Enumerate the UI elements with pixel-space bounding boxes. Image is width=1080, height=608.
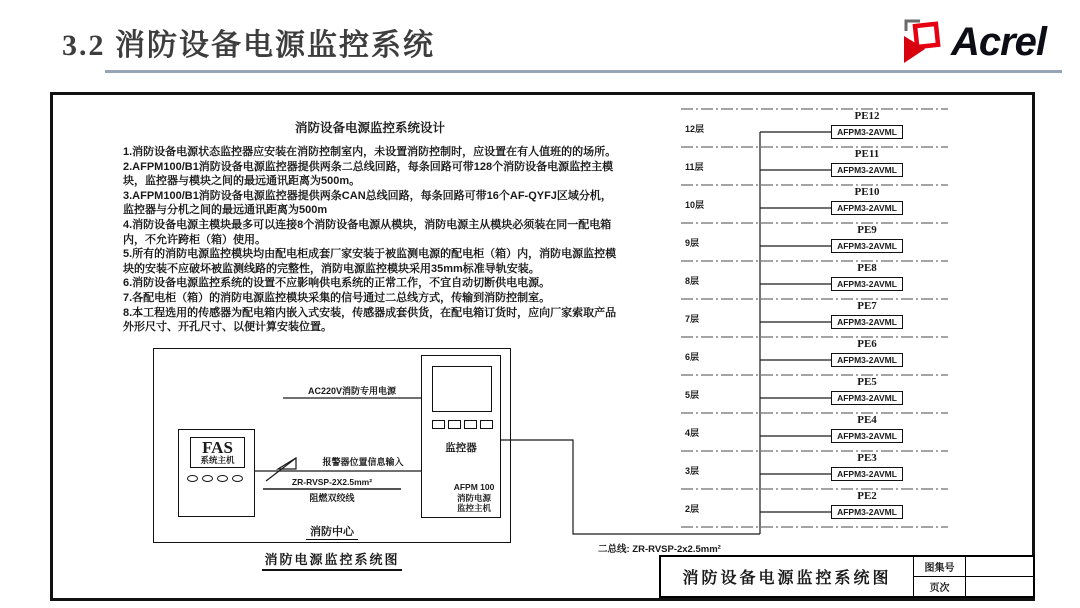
module-box: AFPM3-2AVML xyxy=(831,391,903,405)
module-box: AFPM3-2AVML xyxy=(831,163,903,177)
pe-label: PE7 xyxy=(857,300,877,312)
fire-center-label-text: 消防中心 xyxy=(306,526,358,540)
fas-indicator xyxy=(202,475,213,482)
power-line-label: AC220V消防专用电源 xyxy=(307,386,397,396)
pe-label: PE2 xyxy=(857,490,877,502)
pe-label: PE12 xyxy=(854,110,880,122)
fas-indicator xyxy=(187,475,198,482)
acrel-logo-text: Acrel xyxy=(950,20,1046,64)
module-box: AFPM3-2AVML xyxy=(831,239,903,253)
note-item: 6.消防设备电源监控系统的设置不应影响供电系统的正常工作，不宜自动切断供电电源。 xyxy=(123,277,551,290)
monitor-model-line: 消防电源 xyxy=(456,492,491,503)
monitor-screen xyxy=(432,366,492,412)
note-item: 2.AFPM100/B1消防设备电源监控器提供两条二总线回路，每条回路可带128个消防设备电源监控主模块，监控器与模块之间的最远通讯距离为500m。 xyxy=(123,160,614,188)
title-block xyxy=(659,555,1035,598)
floor-label: 12层 xyxy=(685,124,705,134)
floor-row xyxy=(681,337,951,375)
pe-label: PE11 xyxy=(854,148,880,160)
module-box: AFPM3-2AVML xyxy=(831,467,903,481)
page-title: 3.2 消防设备电源监控系统 xyxy=(62,29,435,62)
floor-label: 8层 xyxy=(685,276,700,286)
pe-label: PE3 xyxy=(857,452,877,464)
monitor-model-line: AFPM 100 xyxy=(453,482,495,492)
riser-diagram xyxy=(681,95,951,545)
monitor-model-line: 监控主机 xyxy=(456,503,491,513)
monitor-model xyxy=(448,482,500,514)
floor-row xyxy=(681,299,951,337)
atlas-number-label: 图集号 xyxy=(914,557,966,577)
fas-host-box xyxy=(178,429,255,517)
acrel-logo xyxy=(897,16,1046,69)
module-box: AFPM3-2AVML xyxy=(831,429,903,443)
floor-row xyxy=(681,261,951,299)
floor-label: 9层 xyxy=(685,238,700,248)
pe-label: PE5 xyxy=(857,376,877,388)
atlas-number-value xyxy=(966,557,1033,577)
pe-label: PE4 xyxy=(857,414,877,426)
floor-row xyxy=(681,489,951,527)
note-item: 1.消防设备电源状态监控器应安装在消防控制室内，未设置消防控制时，应设置在有人值班的的场所。 xyxy=(123,146,617,158)
drawing-sheet xyxy=(50,92,1035,601)
page-number-label: 页次 xyxy=(914,577,966,597)
diagram-caption-text: 消防电源监控系统图 xyxy=(262,552,401,571)
drawing-title: 消防设备电源监控系统图 xyxy=(661,557,914,596)
note-item: 4.消防设备电源主模块最多可以连接8个消防设备电源从模块，消防电源主从模块必须装在同一配电箱内，不允许跨柜（箱）使用。 xyxy=(123,218,612,246)
floor-row xyxy=(681,185,951,223)
monitor-label: 监控器 xyxy=(445,442,477,454)
fas-indicator xyxy=(217,475,228,482)
module-box: AFPM3-2AVML xyxy=(831,201,903,215)
floor-row xyxy=(681,375,951,413)
floor-label: 11层 xyxy=(685,162,704,172)
module-box: AFPM3-2AVML xyxy=(831,353,903,367)
page-number-value xyxy=(966,577,1033,597)
header-divider xyxy=(105,70,1062,73)
floor-row xyxy=(681,223,951,261)
floor-row xyxy=(681,451,951,489)
diagram-caption xyxy=(153,549,511,568)
floor-label: 5层 xyxy=(685,390,700,400)
fas-host-panel xyxy=(190,437,245,468)
cable-type-label: 阻燃双绞线 xyxy=(309,493,355,503)
pe-label: PE10 xyxy=(854,186,880,198)
note-item: 3.AFPM100/B1消防设备电源监控器提供两条CAN总线回路，每条回路可带16个AF-QYFJ区域分机，监控器与分机之间的最远通讯距离为500m xyxy=(123,189,612,217)
floor-label: 2层 xyxy=(685,504,700,514)
cable-spec-label: ZR-RVSP-2X2.5mm² xyxy=(291,477,373,487)
module-box: AFPM3-2AVML xyxy=(831,277,903,291)
fas-indicator xyxy=(232,475,243,482)
bus-cable-label: 二总线: ZR-RVSP-2x2.5mm² xyxy=(598,544,721,555)
floor-row xyxy=(681,109,951,147)
pe-label: PE8 xyxy=(857,262,877,274)
monitor-button xyxy=(480,420,493,429)
module-box: AFPM3-2AVML xyxy=(831,125,903,139)
monitor-box xyxy=(421,355,501,518)
fas-subtitle: 系统主机 xyxy=(200,455,235,465)
note-item: 5.所有的消防电源监控模块均由配电柜成套厂家安装于被监测电源的配电柜（箱）内，消防电源监控模块的安装不应破坏被监测线路的完整性，消防电源监控模块采用35mm标准导轨安装。 xyxy=(123,248,617,275)
floor-label: 6层 xyxy=(685,352,700,362)
note-item: 7.各配电柜（箱）的消防电源监控模块采集的信号通过二总线方式，传输到消防控制室。 xyxy=(123,291,551,304)
monitor-button xyxy=(432,420,445,429)
monitor-button xyxy=(448,420,461,429)
fire-center-label xyxy=(153,523,511,539)
floor-row xyxy=(681,413,951,451)
module-box: AFPM3-2AVML xyxy=(831,315,903,329)
note-item: 8.本工程选用的传感器为配电箱内嵌入式安装，传感器成套供货，在配电箱订货时，应向厂家索取产品外形尺寸、开孔尺寸、以便计算安装位置。 xyxy=(123,306,617,334)
monitor-button xyxy=(464,420,477,429)
floor-label: 7层 xyxy=(685,314,700,324)
floor-row xyxy=(681,147,951,185)
module-box: AFPM3-2AVML xyxy=(831,505,903,519)
design-notes-title: 消防设备电源监控系统设计 xyxy=(294,121,445,135)
pe-label: PE9 xyxy=(857,224,877,236)
acrel-logo-icon xyxy=(897,16,945,69)
floor-label: 3层 xyxy=(685,466,700,476)
signal-line-label: 报警器位置信息输入 xyxy=(322,457,404,467)
fas-name: FAS xyxy=(202,438,233,457)
design-notes-list xyxy=(123,145,620,335)
pe-label: PE6 xyxy=(857,338,877,350)
floor-label: 10层 xyxy=(685,200,705,210)
floor-label: 4层 xyxy=(685,428,700,438)
